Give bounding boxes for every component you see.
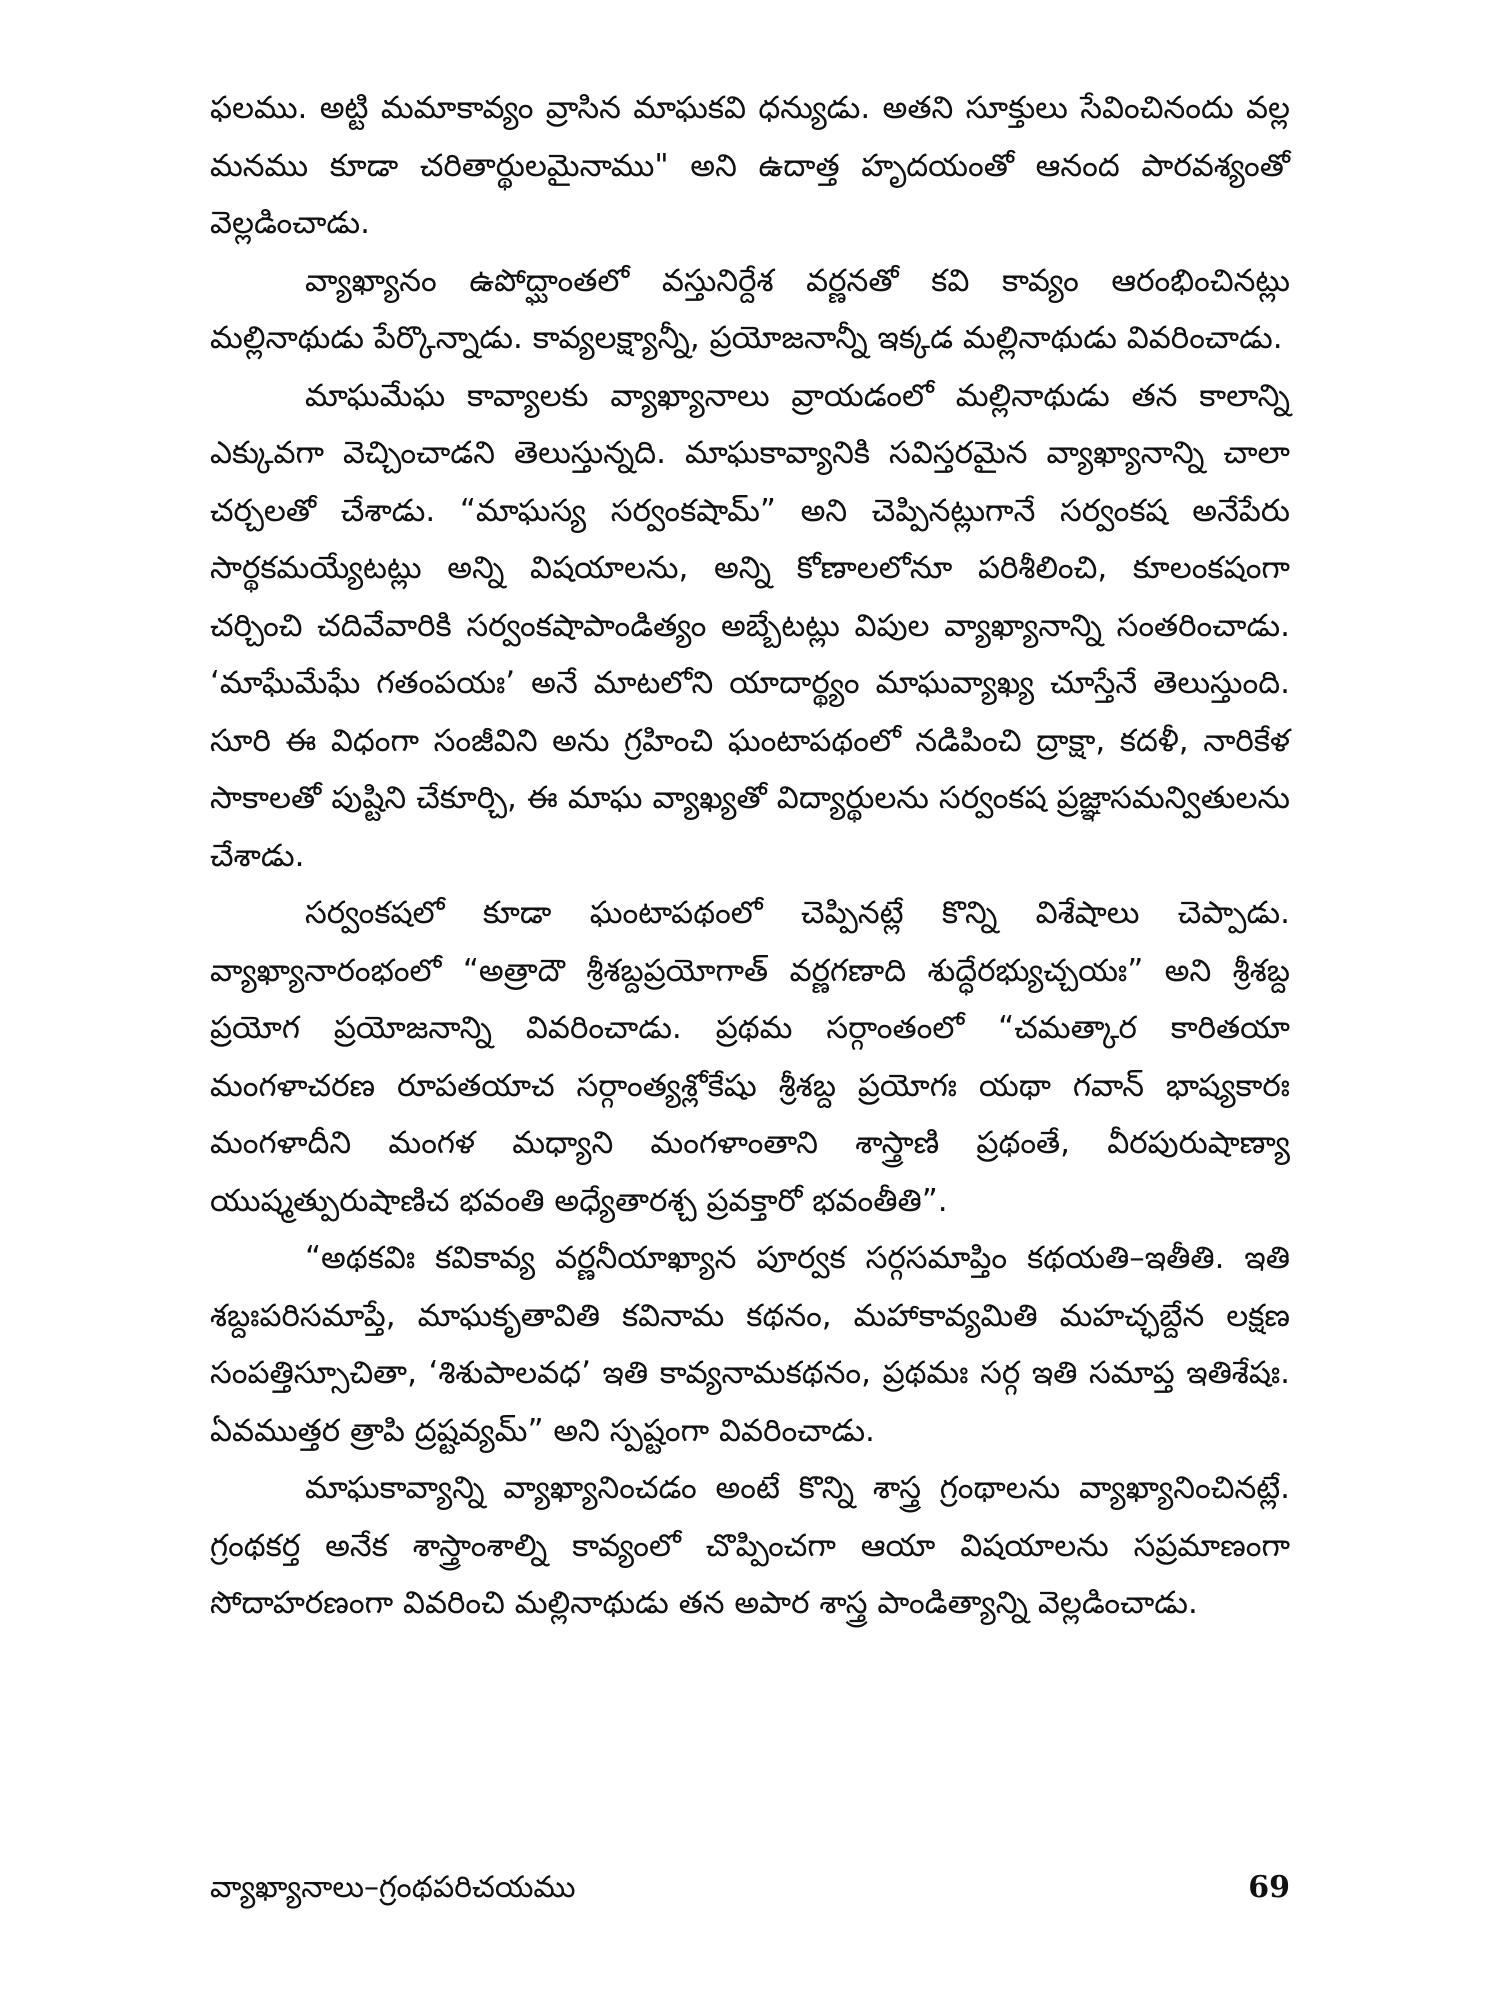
paragraph-6: మాఘకావ్యాన్ని వ్యాఖ్యానించడం అంటే కొన్ని శాస్త్ర గ్రంథాలను వ్యాఖ్యానించినట్లే. గ్రంథకర్త అనేక శాస్త్రాంశాల్ని కావ్యంలో చొప్పించగా ఆయా విషయాలను సప్రమాణంగా సోదాహరణంగా వివరించి మల్లినాథుడు తన అపార శాస్త్ర పాండిత్యాన్ని వెల్లడించాడు.	[210, 1470, 1290, 1621]
paragraph-3: మాఘమేఘ కావ్యాలకు వ్యాఖ్యానాలు వ్రాయడంలో మల్లినాథుడు తన కాలాన్ని ఎక్కువగా వెచ్చించాడని తెలుస్తున్నది. మాఘకావ్యానికి సవిస్తరమైన వ్యాఖ్యానాన్ని చాలా చర్చలతో చేశాడు. “మాఘస్య సర్వంకషామ్” అని చెప్పినట్లుగానే సర్వంకష అనేపేరు సార్థకమయ్యేటట్లు అన్ని విషయాలను, అన్ని కోణాలలోనూ పరిశీలించి, కూలంకషంగా చర్చించి చదివేవారికి సర్వంకషాపాండిత్యం అబ్బేటట్లు విపుల వ్యాఖ్యానాన్ని సంతరించాడు. ‘మాఘేమేఘే గతంపయః’ అనే మాటలోని యాదార్థ్యం మాఘవ్యాఖ్య చూస్తేనే తెలుస్తుంది. సూరి ఈ విధంగా సంజీవిని అను గ్రహించి ఘంటాపథంలో నడిపించి ద్రాక్షా, కదళీ, నారికేళ సాకాలతో పుష్టిని చేకూర్చి, ఈ మాఘ వ్యాఖ్యతో విద్యార్థులను సర్వంకష ప్రజ్ఞాసమన్వితులను చేశాడు.	[210, 377, 1290, 874]
body-text	[210, 80, 1290, 1633]
paragraph-4: సర్వంకషలో కూడా ఘంటాపథంలో చెప్పినట్లే కొన్ని విశేషాలు చెప్పాడు. వ్యాఖ్యానారంభంలో “అత్రాదౌ శ్రీశబ్దప్రయోగాత్ వర్ణగణాది శుద్ధేరభ్యుచ్చయః” అని శ్రీశబ్ద ప్రయోగ ప్రయోజనాన్ని వివరించాడు. ప్రథమ సర్గాంతంలో “చమత్కార కారితయా మంగళాచరణ రూపతయాచ సర్గాంత్యశ్లోకేషు శ్రీశబ్ద ప్రయోగః యథా గవాన్ భాష్యకారః మంగళాదీని మంగళ మధ్యాని మంగళాంతాని శాస్త్రాణి ప్రథంతే, వీరపురుషాణ్యా యుష్మత్పురుషాణిచ భవంతి అధ్యేతారశ్చ ప్రవక్తారో భవంతీతి”.	[210, 895, 1290, 1219]
document-page	[210, 80, 1290, 1840]
paragraph-2: వ్యాఖ్యానం ఉపోద్ఘాంతలో వస్తునిర్దేశ వర్ణనతో కవి కావ్యం ఆరంభించినట్లు మల్లినాథుడు పేర్కొన్నాడు. కావ్యలక్ష్యాన్నీ, ప్రయోజనాన్నీ ఇక్కడ మల్లినాథుడు వివరించాడు.	[210, 262, 1290, 356]
page-footer	[210, 1863, 1290, 1913]
paragraph-1: ఫలము. అట్టి మమాకావ్యం వ్రాసిన మాఘకవి ధన్యుడు. అతని సూక్తులు సేవించినందు వల్ల మనము కూడా చరితార్థులమైనాము" అని ఉదాత్త హృదయంతో ఆనంద పారవశ్యంతో వెల్లడించాడు.	[210, 90, 1290, 241]
page-number: 69	[1248, 1870, 1290, 1905]
running-title: వ్యాఖ్యానాలు–గ్రంథపరిచయము	[210, 1870, 576, 1905]
paragraph-5: “అథకవిః కవికావ్య వర్ణనీయాఖ్యాన పూర్వక సర్గసమాప్తిం కథయతి–ఇతీతి. ఇతి శబ్దఃపరిసమాప్తే, మాఘకృతావితి కవినామ కథనం, మహాకావ్యమితి మహచ్ఛబ్దేన లక్షణ సంపత్తిస్సూచితా, ‘శిశుపాలవధ’ ఇతి కావ్యనామకథనం, ప్రథమః సర్గ ఇతి సమాప్త ఇతిశేషః. ఏవముత్తర త్రాపి ద్రష్టవ్యమ్” అని స్పష్టంగా వివరించాడు.	[210, 1240, 1290, 1449]
